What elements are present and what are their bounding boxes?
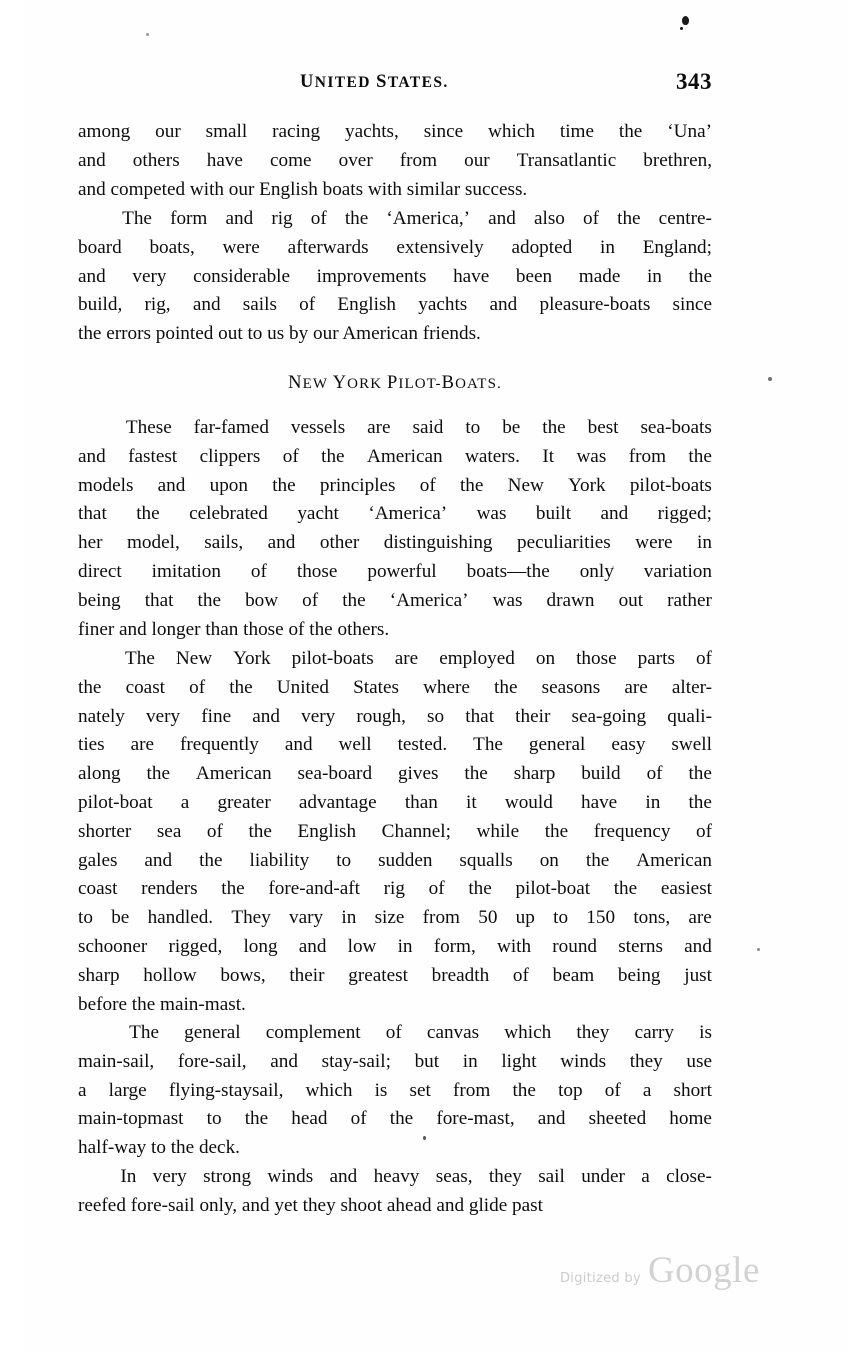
paragraph-4	[78, 645, 712, 1019]
watermark-prefix: Digitized by	[560, 1271, 641, 1286]
text-line: build, rig, and sails of English yachts and pleasure-boats since	[78, 294, 712, 316]
section-heading-oats: OATS.	[455, 376, 502, 392]
section-heading-ilot: ILOT-	[398, 376, 442, 392]
text-line: to be handled. They vary in size from 50 up to 150 tons, are	[78, 907, 712, 929]
text-line: main-topmast to the head of the fore-mast, and sheeted home	[78, 1108, 712, 1130]
section-heading-p: P	[386, 373, 399, 393]
text-line: direct imitation of those powerful boats—the only variation	[78, 560, 712, 582]
text-line: schooner rigged, long and low in form, with round sterns and	[78, 935, 712, 957]
ink-speck-icon	[682, 16, 689, 25]
running-head-title-rest2: TATES.	[387, 74, 449, 91]
paragraph-5	[78, 1019, 712, 1163]
text-line: her model, sails, and other distinguishing peculiarities were in	[78, 532, 712, 554]
text-line: that the celebrated yacht ‘America’ was built and rigged;	[78, 503, 712, 525]
text-line: before the main-mast.	[78, 993, 246, 1015]
running-head-title-rest: NITED	[314, 74, 377, 91]
text-line: ties are frequently and well tested. The general easy swell	[78, 734, 712, 756]
section-heading-ew: EW	[302, 376, 333, 392]
running-head-title-lead: U	[300, 72, 315, 92]
text-line: being that the bow of the ‘America’ was drawn out rather	[78, 589, 712, 611]
ink-speck-icon	[146, 33, 149, 36]
text-line: and others have come over from our Transatlantic brethren,	[78, 149, 712, 171]
paragraph-1	[78, 118, 712, 204]
ink-speck-icon	[680, 27, 683, 30]
section-heading-n: N	[288, 373, 303, 393]
text-line: The general complement of canvas which they carry is	[129, 1022, 712, 1043]
text-line: reefed fore-sail only, and yet they shoot ahead and glide past	[78, 1194, 543, 1216]
page-number: 343	[676, 69, 712, 94]
running-head	[78, 69, 712, 98]
text-line: half-way to the deck.	[78, 1137, 240, 1159]
ink-speck-icon	[757, 948, 760, 951]
text-line: shorter sea of the English Channel; while the frequency of	[78, 820, 712, 842]
text-line: pilot-boat a greater advantage than it would have in the	[78, 791, 712, 813]
ink-speck-icon	[768, 377, 772, 381]
text-line: and fastest clippers of the American waters. It was from the	[78, 445, 712, 467]
text-line: sharp hollow bows, their greatest breadth of beam being just	[78, 964, 712, 986]
text-line: nately very fine and very rough, so that their sea-going quali-	[78, 705, 712, 727]
section-heading-ork: ORK	[347, 376, 387, 392]
text-line: among our small racing yachts, since which time the ‘Una’	[78, 121, 712, 142]
text-line: board boats, were afterwards extensively adopted in England;	[78, 236, 712, 258]
text-line: main-sail, fore-sail, and stay-sail; but in light winds they use	[78, 1050, 712, 1072]
text-line: the coast of the United States where the seasons are alter-	[78, 676, 712, 698]
text-line: The form and rig of the ‘America,’ and also of the centre-	[122, 208, 712, 229]
paragraph-6	[78, 1163, 712, 1221]
text-line: coast renders the fore-and-aft rig of the pilot-boat the easiest	[78, 878, 712, 900]
text-line: In very strong winds and heavy seas, they sail under a close-	[120, 1166, 712, 1187]
section-heading	[78, 372, 712, 394]
text-line: The New York pilot-boats are employed on those parts of	[125, 648, 712, 669]
text-line: and very considerable improvements have been made in the	[78, 265, 712, 287]
text-line: These far-famed vessels are said to be the best sea-boats	[125, 417, 712, 438]
scan-edge-left	[0, 0, 22, 1353]
text-line: finer and longer than those of the others.	[78, 618, 390, 640]
section-heading-y: Y	[332, 373, 348, 393]
text-line: the errors pointed out to us by our American friends.	[78, 323, 481, 345]
digitized-by-google-watermark	[560, 1252, 760, 1289]
watermark-brand: Google	[647, 1250, 760, 1291]
paragraph-2	[78, 205, 712, 349]
paragraph-3	[78, 414, 712, 644]
section-heading-b: B	[441, 373, 456, 393]
text-line: along the American sea-board gives the sharp build of the	[78, 763, 712, 785]
scan-edge-right	[846, 0, 860, 1353]
text-line: gales and the liability to sudden squalls on the American	[78, 849, 712, 871]
text-line: a large flying-staysail, which is set from the top of a short	[78, 1079, 712, 1101]
text-line: and competed with our English boats with similar success.	[78, 178, 528, 200]
text-line: models and upon the principles of the New York pilot-boats	[78, 474, 712, 496]
running-head-title	[300, 72, 449, 93]
running-head-title-lead2: S	[376, 72, 388, 92]
